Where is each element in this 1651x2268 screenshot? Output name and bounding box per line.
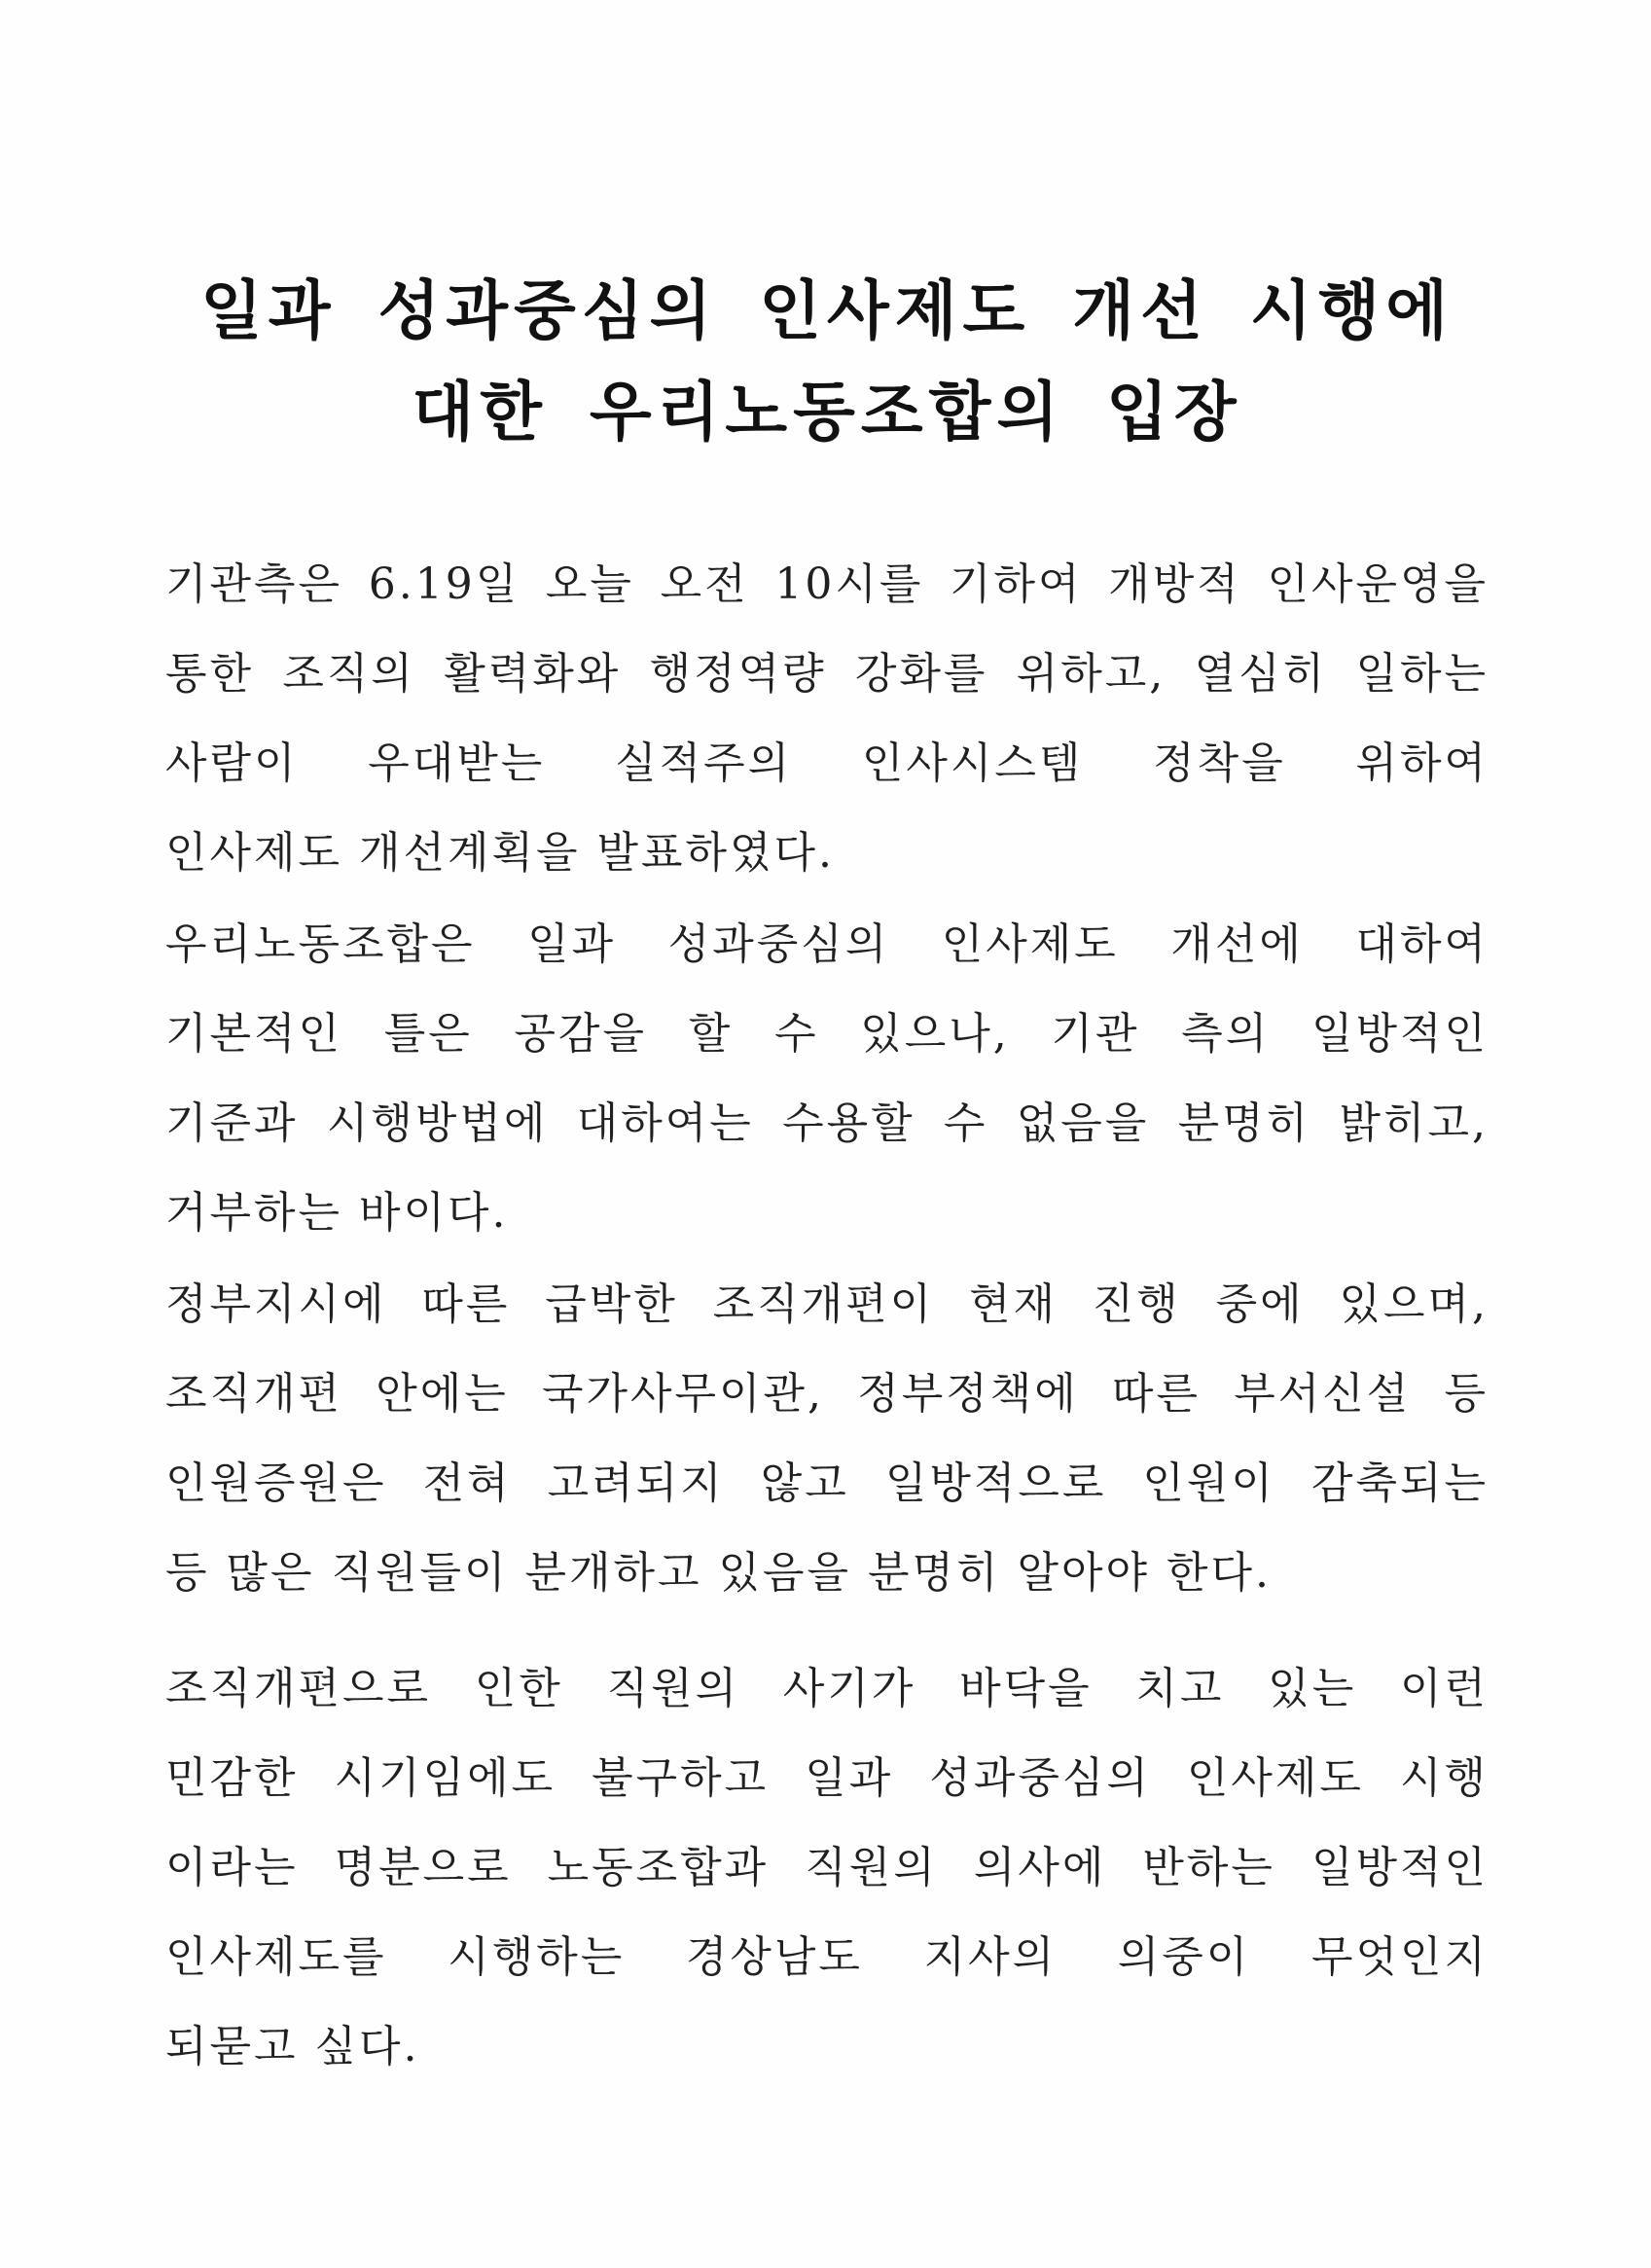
paragraph-line: 기관측은 6.19일 오늘 오전 10시를 기하여 개방적 인사운영을 <box>165 559 1489 609</box>
paragraph-line: 거부하는 바이다. <box>165 1188 509 1238</box>
paragraph-line: 기준과 시행방법에 대하여는 수용할 수 없음을 분명히 밝히고, <box>165 1098 1489 1148</box>
paragraph-question <box>165 1644 1489 2092</box>
paragraph-announcement <box>165 540 1489 898</box>
title-line: 대한 우리노동조합의 입장 <box>412 375 1242 450</box>
paragraph-union-position <box>165 900 1489 1258</box>
paragraph-line: 통한 조직의 활력화와 행정역량 강화를 위하고, 열심히 일하는 <box>165 649 1489 699</box>
paragraph-line: 등 많은 직원들이 분개하고 있음을 분명히 알아야 한다. <box>165 1548 1272 1598</box>
title-line: 일과 성과중심의 인사제도 개선 시행에 <box>199 273 1454 348</box>
paragraph-line: 되묻고 싶다. <box>165 2022 420 2071</box>
paragraph-line: 인사제도 개선계획을 발표하였다. <box>165 828 836 878</box>
paragraph-line: 민감한 시기임에도 불구하고 일과 성과중심의 인사제도 시행 <box>165 1753 1489 1803</box>
document-title <box>165 261 1489 463</box>
paragraph-line: 인사제도를 시행하는 경상남도 지사의 의중이 무엇인지 <box>165 1932 1489 1982</box>
paragraph-line: 우리노동조합은 일과 성과중심의 인사제도 개선에 대하여 <box>165 919 1489 969</box>
paragraph-line: 사람이 우대받는 실적주의 인사시스템 정착을 위하여 <box>165 738 1489 788</box>
paragraph-line: 조직개편 안에는 국가사무이관, 정부정책에 따른 부서신설 등 <box>165 1369 1489 1419</box>
paragraph-line: 정부지시에 따른 급박한 조직개편이 현재 진행 중에 있으며, <box>165 1279 1489 1329</box>
paragraph-line: 기본적인 틀은 공감을 할 수 있으나, 기관 측의 일방적인 <box>165 1009 1489 1059</box>
paragraph-line: 이라는 명분으로 노동조합과 직원의 의사에 반하는 일방적인 <box>165 1843 1489 1892</box>
paragraph-line: 인원증원은 전혀 고려되지 않고 일방적으로 인원이 감축되는 <box>165 1458 1489 1508</box>
paragraph-reorganization <box>165 1260 1489 1618</box>
paragraph-line: 조직개편으로 인한 직원의 사기가 바닥을 치고 있는 이런 <box>165 1664 1489 1713</box>
